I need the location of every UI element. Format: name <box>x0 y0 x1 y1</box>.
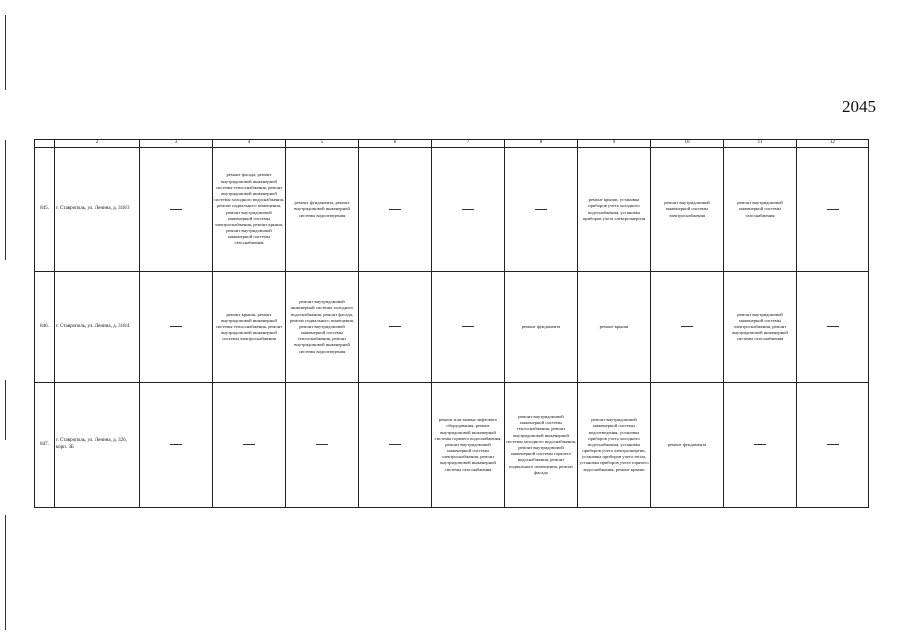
column-header: 4 <box>213 140 286 148</box>
dash-mark <box>243 444 255 445</box>
column-header: 10 <box>651 140 724 148</box>
scan-edge-mark <box>5 515 6 630</box>
empty-cell <box>797 148 869 272</box>
work-cell: ремонт фундамента <box>505 272 578 383</box>
empty-cell <box>797 272 869 383</box>
address-cell: г. Ставрополь, ул. Ленина, д. 318/4 <box>55 272 140 383</box>
work-cell: ремонт крыши, ремонт внутридомовой инженерной системы теплоснабжения, ремонт внутридомовой инженерной системы электроснабжения <box>213 272 286 383</box>
empty-cell <box>505 148 578 272</box>
work-cell: ремонт внутридомовой инженерной системы газоснабжения <box>724 148 797 272</box>
scan-edge-mark <box>5 380 6 440</box>
empty-cell <box>432 272 505 383</box>
dash-mark <box>827 209 839 210</box>
dash-mark <box>827 326 839 327</box>
work-cell: ремонт или замена лифтового оборудования, ремонт внутридомовой инженерной системы горячего водоснабжения, ремонт внутридомовой инженерной системы электроснабжения, ремонт внутридомовой инженерной системы газоснабжения <box>432 383 505 508</box>
address-cell: г. Ставрополь, ул. Ленина, д. 326, корп. 3Б <box>55 383 140 508</box>
row-number: 845. <box>35 148 55 272</box>
empty-cell <box>359 148 432 272</box>
dash-mark <box>754 444 766 445</box>
empty-cell <box>140 272 213 383</box>
work-cell: ремонт фундамента <box>651 383 724 508</box>
repair-register-table <box>34 139 869 508</box>
work-cell: ремонт внутридомовой инженерной системы электроснабжения, ремонт внутридомовой инженерной системы газоснабжения <box>724 272 797 383</box>
empty-cell <box>213 383 286 508</box>
column-header: 2 <box>55 140 140 148</box>
dash-mark <box>462 326 474 327</box>
empty-cell <box>724 383 797 508</box>
empty-cell <box>797 383 869 508</box>
dash-mark <box>681 326 693 327</box>
empty-cell <box>651 272 724 383</box>
empty-cell <box>140 383 213 508</box>
dash-mark <box>389 209 401 210</box>
column-header: 7 <box>432 140 505 148</box>
column-header <box>35 140 55 148</box>
address-cell: г. Ставрополь, ул. Ленина, д. 318/3 <box>55 148 140 272</box>
row-number: 846. <box>35 272 55 383</box>
dash-mark <box>535 209 547 210</box>
empty-cell <box>359 383 432 508</box>
work-cell: ремонт фасада, ремонт внутридомовой инженерной системы теплоснабжения, ремонт внутридомовой инженерной системы холодного водоснабжения, ремонт подвального помещения, ремонт внутридомовой инженерной системы электроснабжения, ремонт крыши, ремонт внутридомовой инженерной системы газоснабжения <box>213 148 286 272</box>
work-cell: ремонт внутридомовой инженерной системы водоотведения, установка приборов учета холодного водоснабжения, установка приборов учета электроэнергии, установка приборов учета тепла, установка приборов учета горячего водоснабжения, ремонт крыши <box>578 383 651 508</box>
column-header: 3 <box>140 140 213 148</box>
empty-cell <box>140 148 213 272</box>
column-header: 9 <box>578 140 651 148</box>
dash-mark <box>170 326 182 327</box>
column-header: 11 <box>724 140 797 148</box>
page-number: 2045 <box>842 97 876 116</box>
dash-mark <box>316 444 328 445</box>
scan-edge-mark <box>5 15 6 90</box>
scan-edge-mark <box>5 140 6 260</box>
dash-mark <box>462 209 474 210</box>
dash-mark <box>170 444 182 445</box>
dash-mark <box>389 326 401 327</box>
column-header: 6 <box>359 140 432 148</box>
dash-mark <box>827 444 839 445</box>
work-cell: ремонт внутридомовой инженерной системы холодного водоснабжения, ремонт фасада, ремонт подвального помещения, ремонт внутридомовой инженерной системы теплоснабжения, ремонт внутридомовой инженерной системы водоотведения <box>286 272 359 383</box>
column-header: 12 <box>797 140 869 148</box>
table-row <box>35 148 869 272</box>
dash-mark <box>170 209 182 210</box>
empty-cell <box>359 272 432 383</box>
work-cell: ремонт внутридомовой инженерной системы электроснабжения <box>651 148 724 272</box>
work-cell: ремонт крыши <box>578 272 651 383</box>
column-header: 5 <box>286 140 359 148</box>
row-number: 847. <box>35 383 55 508</box>
column-number-row <box>35 140 869 148</box>
dash-mark <box>389 444 401 445</box>
work-cell: ремонт крыши, установка приборов учета холодного водоснабжения, установка приборов учета электроэнергии <box>578 148 651 272</box>
table-row <box>35 383 869 508</box>
table-row <box>35 272 869 383</box>
work-cell: ремонт фундамента, ремонт внутридомовой инженерной системы водоотведения <box>286 148 359 272</box>
work-cell: ремонт внутридомовой инженерной системы теплоснабжения, ремонт внутридомовой инженерной системы холодного водоснабжения, ремонт внутридомовой инженерной системы горячего водоснабжения, ремонт подвального помещения, ремонт фасада <box>505 383 578 508</box>
column-header: 8 <box>505 140 578 148</box>
empty-cell <box>286 383 359 508</box>
empty-cell <box>432 148 505 272</box>
